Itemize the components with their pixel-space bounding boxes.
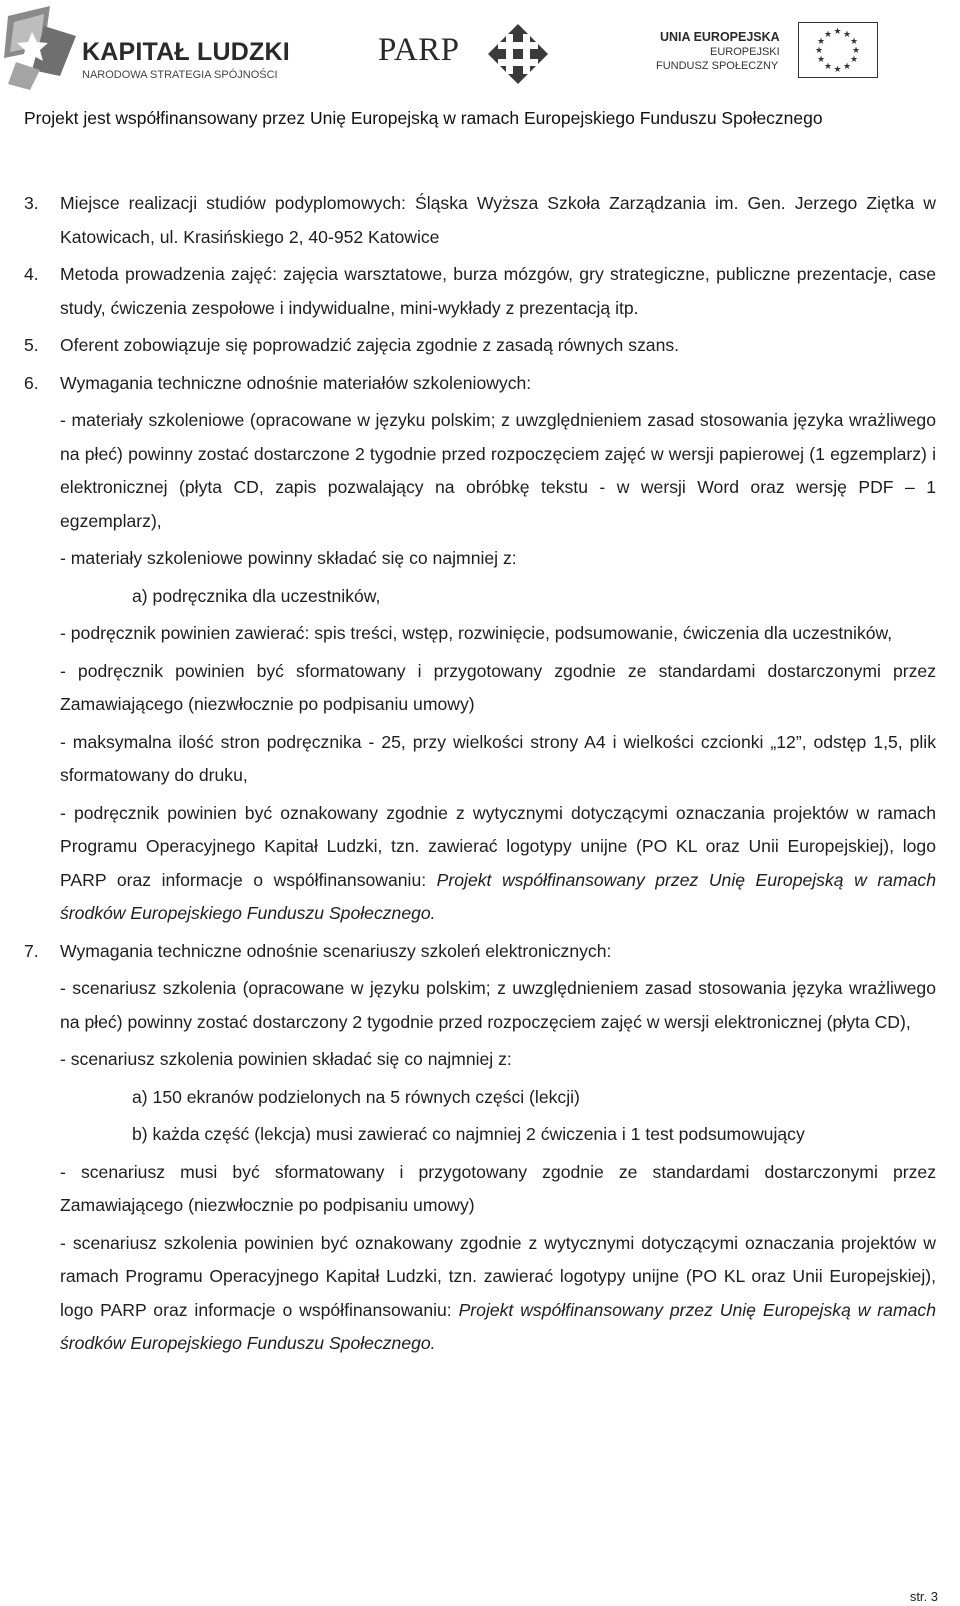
list-item-text: Miejsce realizacji studiów podyplomowych: Śląska Wyższa Szkoła Zarządzania im. Gen. Jerzego Ziętka w Katowicach, ul. Krasińskiego 2, 40-952 Katowice	[60, 193, 936, 247]
svg-text:★: ★	[823, 30, 833, 40]
paragraph: - materiały szkoleniowe powinny składać się co najmniej z:	[60, 548, 517, 568]
sub-list-item: a) 150 ekranów podzielonych na 5 równych części (lekcji)	[132, 1086, 580, 1107]
paragraph: - podręcznik powinien zawierać: spis treści, wstęp, rozwinięcie, podsumowanie, ćwiczenia dla uczestników,	[60, 623, 893, 643]
parp-logo	[378, 22, 558, 88]
list-number: 7.	[24, 940, 39, 961]
kapital-ludzki-subtitle: NARODOWA STRATEGIA SPÓJNOŚCI	[82, 69, 278, 81]
list-item-4	[24, 258, 936, 325]
svg-text:★: ★	[816, 37, 826, 47]
list-item-text: Oferent zobowiązuje się poprowadzić zajęcia zgodnie z zasadą równych szans.	[60, 335, 680, 355]
paragraph: - scenariusz musi być sformatowany i przygotowany zgodnie ze standardami dostarczonymi przez Zamawiającego (niezwłocznie po podpisaniu umowy)	[60, 1161, 936, 1215]
page-number: str. 3	[909, 1589, 938, 1604]
svg-text:★: ★	[833, 65, 842, 75]
paragraph	[60, 1227, 936, 1361]
svg-text:★: ★	[833, 27, 842, 37]
paragraph: - materiały szkoleniowe (opracowane w języku polskim; z uwzględnieniem zasad stosowania języka wrażliwego na płeć) powinny zostać dostarczone 2 tygodnie przed rozpoczęciem zajęć w wersji papierowej (1 egzemplarz) i elektronicznej (płyta CD, zapis pozwalający na obróbkę tekstu - w wersji Word oraz wersję PDF – 1 egzemplarz),	[60, 410, 936, 531]
parp-text: PARP	[378, 32, 460, 68]
eu-logo-line-2: EUROPEJSKI	[710, 46, 780, 58]
svg-text:★: ★	[842, 30, 852, 40]
sub-list-item: a) podręcznika dla uczestników,	[132, 585, 381, 606]
eu-logo-line-3: FUNDUSZ SPOŁECZNY	[656, 60, 779, 72]
svg-text:★: ★	[842, 62, 852, 72]
section-title: Wymagania techniczne odnośnie materiałów szkoleniowych:	[60, 372, 532, 393]
list-number: 5.	[24, 335, 39, 355]
list-number: 6.	[24, 372, 39, 393]
sub-list-item: b) każda część (lekcja) musi zawierać co najmniej 2 ćwiczenia i 1 test podsumowujący	[132, 1124, 805, 1144]
cofinancing-statement: Projekt jest współfinansowany przez Unię Europejską w ramach Europejskiego Funduszu Społecznego	[24, 108, 823, 128]
kapital-ludzki-logo	[4, 6, 304, 92]
paragraph-text: - podręcznik powinien być oznakowany zgodnie z wytycznymi dotyczącymi oznaczania projektów w ramach Programu Operacyjnego Kapitał Ludzki, tzn. zawierać logotypy unijne (PO KL oraz Unii Europejskiej), logo PARP oraz informacje o współfinansowaniu:	[60, 802, 936, 890]
cofinancing-italic-text: Projekt współfinansowany przez Unię Europejską w ramach środków Europejskiego Funduszu Społecznego.	[60, 869, 936, 923]
list-item-7	[24, 935, 936, 1361]
svg-text:★: ★	[851, 46, 861, 56]
eu-flag-icon	[798, 22, 878, 78]
eu-logo	[648, 20, 888, 90]
paragraph: - scenariusz szkolenia (opracowane w języku polskim; z uwzględnieniem zasad stosowania języka wrażliwego na płeć) powinny zostać dostarczony 2 tygodnie przed rozpoczęciem zajęć w wersji elektronicznej (płyta CD),	[60, 978, 936, 1032]
list-item-3	[24, 187, 936, 254]
paragraph-text: - scenariusz szkolenia powinien być oznakowany zgodnie z wytycznymi dotyczącymi oznaczania projektów w ramach Programu Operacyjnego Kapitał Ludzki, tzn. zawierać logotypy unijne (PO KL oraz Unii Europejskiej), logo PARP oraz informacje o współfinansowaniu:	[60, 1232, 936, 1320]
eu-logo-line-1: UNIA EUROPEJSKA	[660, 30, 780, 44]
list-item-5	[24, 329, 936, 363]
list-number: 4.	[24, 264, 39, 284]
document-body	[24, 187, 936, 1365]
list-item-6	[24, 367, 936, 931]
svg-text:★: ★	[814, 46, 824, 56]
svg-text:★: ★	[849, 55, 859, 65]
header-logos	[0, 0, 960, 100]
svg-text:★: ★	[849, 37, 859, 47]
paragraph	[60, 797, 936, 931]
svg-text:★: ★	[816, 55, 826, 65]
paragraph: - scenariusz szkolenia powinien składać się co najmniej z:	[60, 1049, 512, 1069]
list-number: 3.	[24, 193, 39, 213]
svg-text:★: ★	[823, 62, 833, 72]
cofinancing-italic-text: Projekt współfinansowany przez Unię Europejską w ramach środków Europejskiego Funduszu Społecznego.	[60, 1299, 936, 1353]
kapital-ludzki-emblem-icon	[4, 6, 80, 92]
list-item-text: Metoda prowadzenia zajęć: zajęcia warsztatowe, burza mózgów, gry strategiczne, publiczne prezentacje, case study, ćwiczenia zespołowe i indywidualne, mini-wykłady z prezentacją itp.	[60, 264, 936, 318]
section-title: Wymagania techniczne odnośnie scenariuszy szkoleń elektronicznych:	[60, 940, 612, 961]
paragraph: - podręcznik powinien być sformatowany i przygotowany zgodnie ze standardami dostarczonymi przez Zamawiającego (niezwłocznie po podpisaniu umowy)	[60, 660, 936, 714]
parp-emblem-icon	[486, 22, 550, 86]
kapital-ludzki-title: KAPITAŁ LUDZKI	[82, 38, 290, 66]
paragraph: - maksymalna ilość stron podręcznika - 25, przy wielkości strony A4 i wielkości czcionki „12”, odstęp 1,5, plik sformatowany do druku,	[60, 731, 936, 785]
